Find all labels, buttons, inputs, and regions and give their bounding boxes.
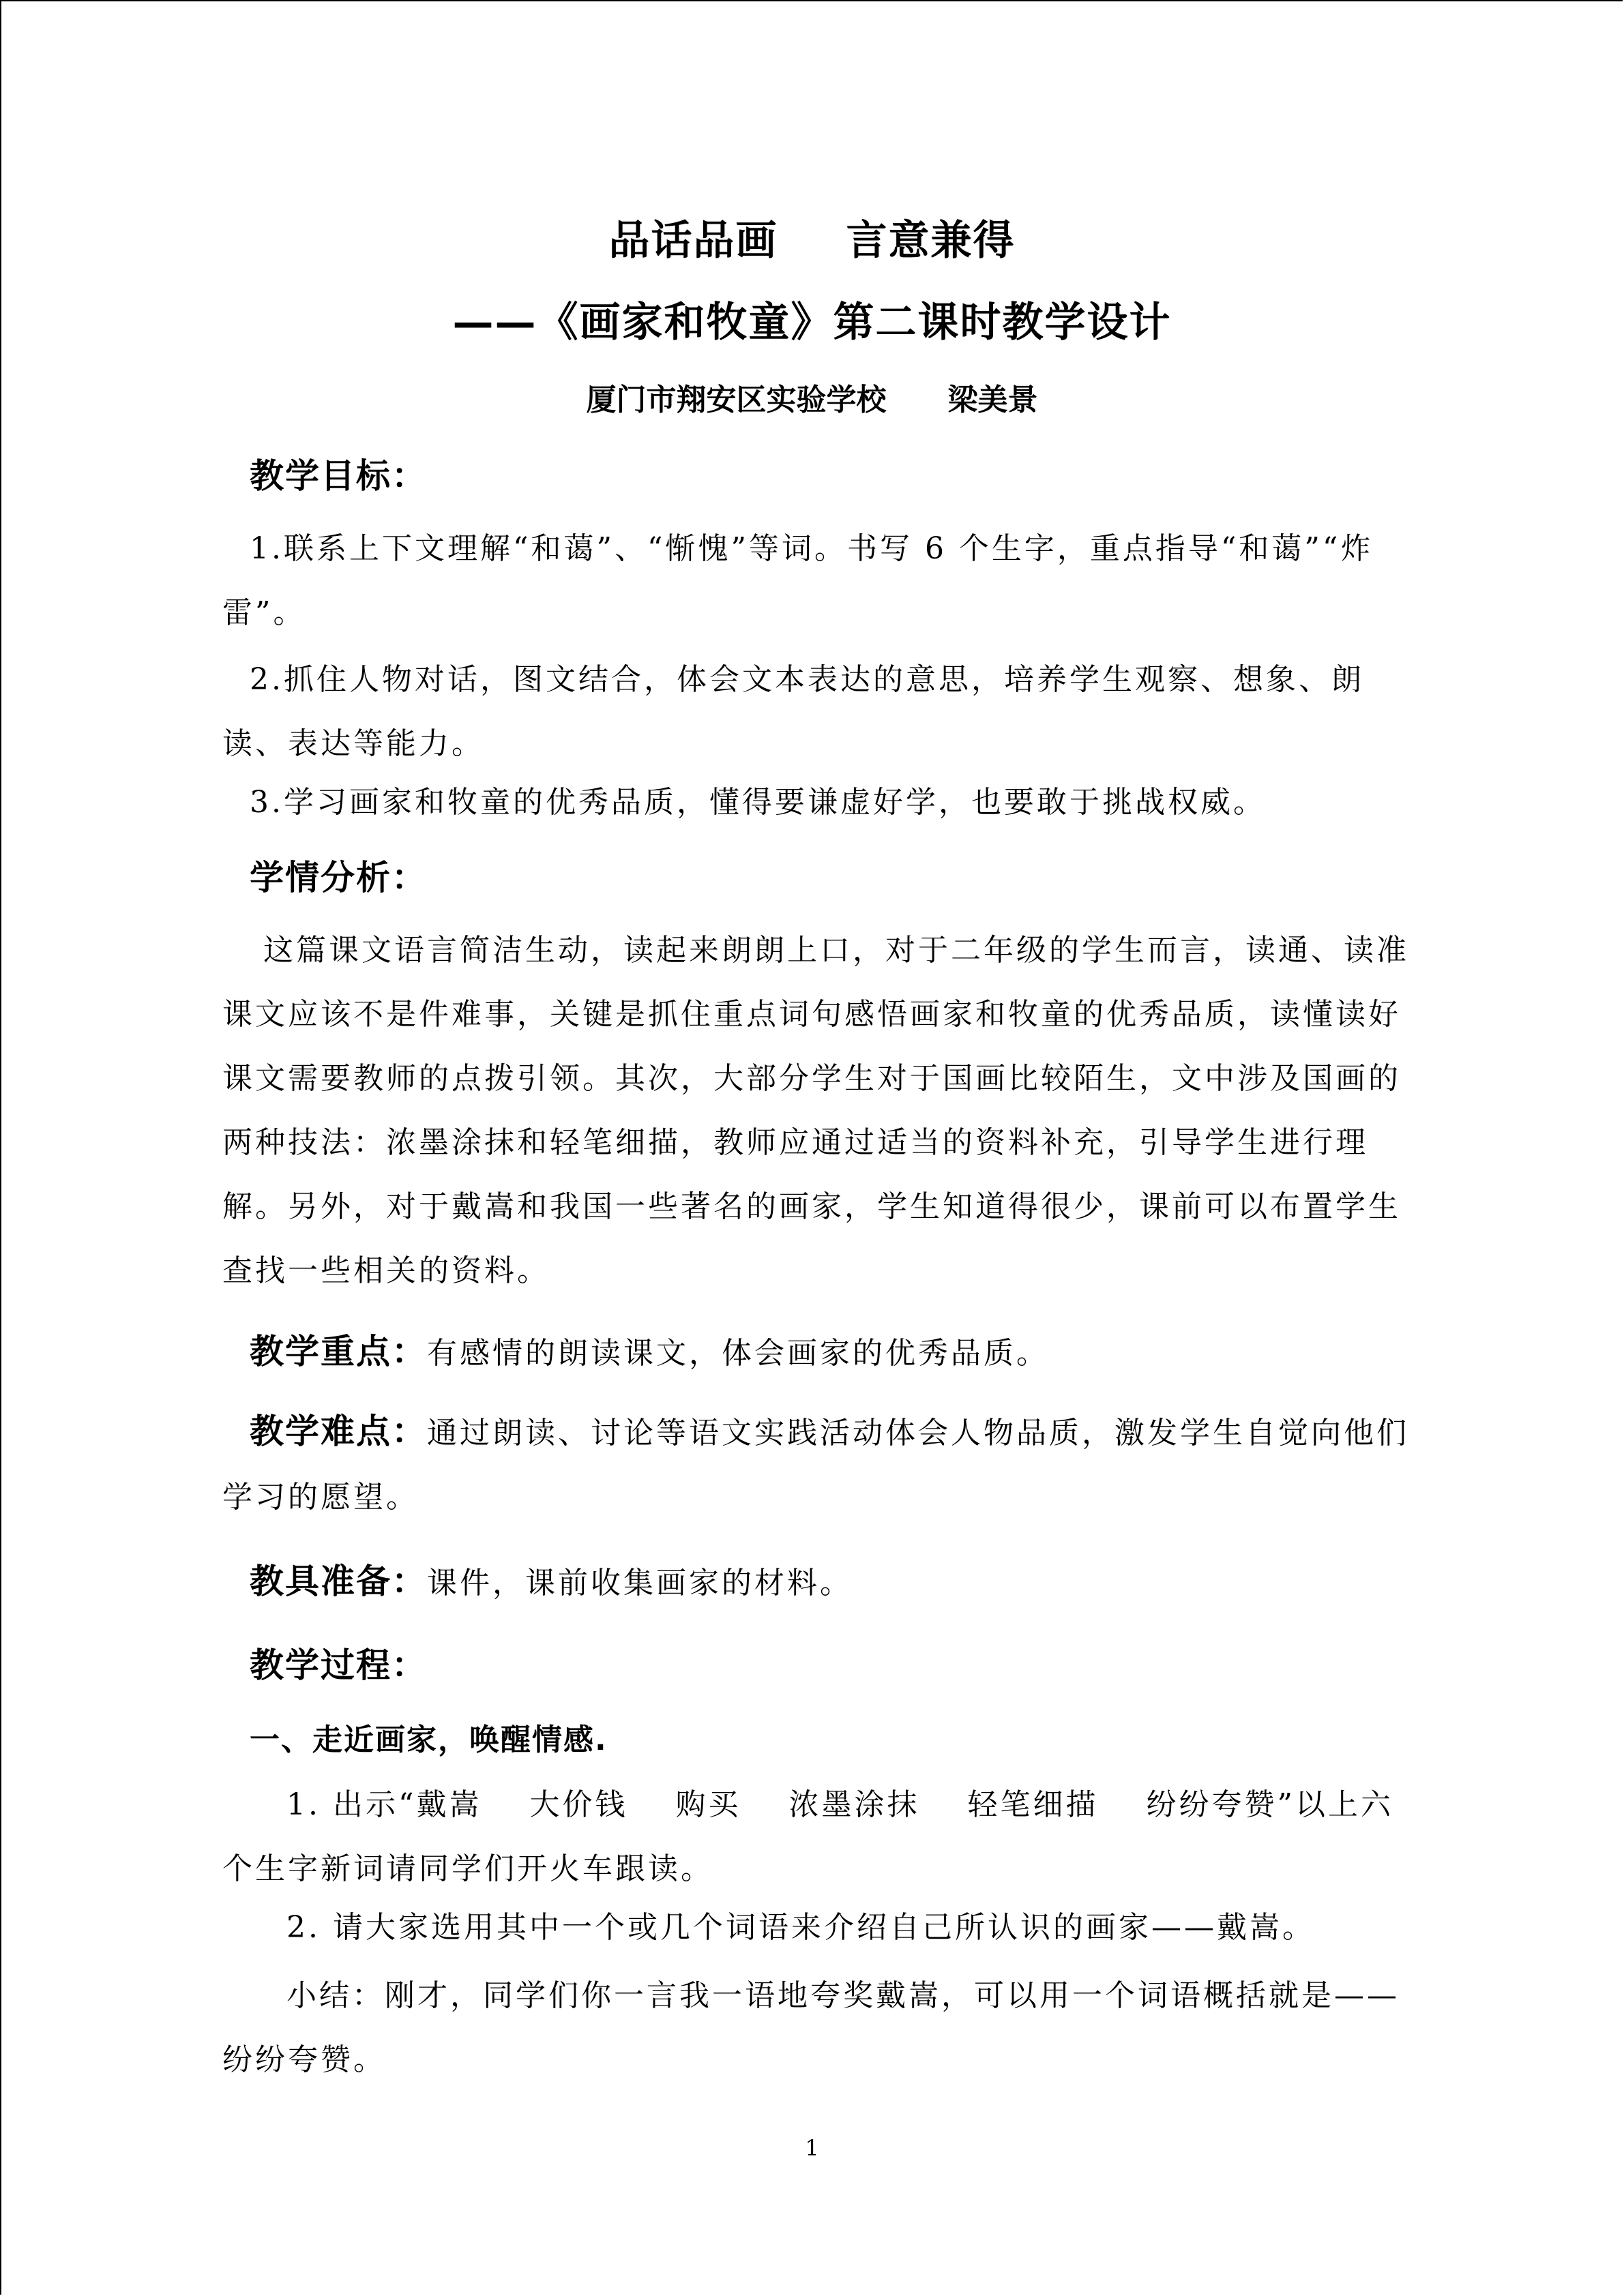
word-2: 大价钱 <box>529 1787 628 1822</box>
page-number: 1 <box>805 2135 819 2161</box>
analysis-text: 这篇课文语言简洁生动，读起来朗朗上口，对于二年级的学生而言，读通、读准课文应该不是件难事，关键是抓住重点词句感悟画家和牧童的优秀品质，读懂读好课文需要教师的点拨引领。其次，大部分学生对于国画比较陌生，文中涉及国画的两种技法：浓墨涂抹和轻笔细描，教师应通过适当的资料补充，引导学生进行理解。另外，对于戴嵩和我国一些著名的画家，学生知道得很少，课前可以布置学生查找一些相关的资料。 <box>222 933 1409 1288</box>
main-title <box>0 217 1624 265</box>
school-name: 厦门市翔安区实验学校 <box>586 383 887 417</box>
item-1-prefix: 1. 出示“ <box>286 1787 417 1822</box>
word-1: 戴嵩 <box>416 1787 482 1822</box>
step-1-title: 一、走近画家，唤醒情感. <box>250 1723 608 1757</box>
objective-2: 2.抓住人物对话，图文结合，体会文本表达的意思，培养学生观察、想象、朗读、表达等能力。 <box>222 662 1364 761</box>
objective-3: 3.学习画家和牧童的优秀品质，懂得要谦虚好学，也要敢于挑战权威。 <box>250 785 1266 820</box>
author-line <box>0 381 1624 419</box>
subtitle-text: 《画家和牧童》第二课时教学设计 <box>537 299 1172 346</box>
word-6: 纷纷夸赞 <box>1146 1787 1278 1822</box>
key-point-text: 有感情的朗读课文，体会画家的优秀品质。 <box>427 1336 1049 1371</box>
key-point <box>222 1320 1423 1386</box>
objectives-heading: 教学目标： <box>250 456 427 496</box>
subtitle <box>0 299 1624 346</box>
word-4: 浓墨涂抹 <box>788 1787 920 1822</box>
subtitle-dash: —— <box>452 299 537 346</box>
summary: 小结：刚才，同学们你一言我一语地夸奖戴嵩，可以用一个词语概括就是——纷纷夸赞。 <box>222 1978 1400 2077</box>
objective-1: 1.联系上下文理解“和蔼”、“惭愧”等词。书写 6 个生字，重点指导“和蔼”“炸雷”。 <box>222 531 1374 630</box>
difficulty-text: 通过朗读、讨论等语文实践活动体会人物品质，激发学生自觉向他们学习的愿望。 <box>222 1416 1409 1515</box>
title-part-1: 品话品画 <box>608 217 778 265</box>
analysis-heading: 学情分析： <box>250 858 427 897</box>
process-item-2: 2. 请大家选用其中一个或几个词语来介绍自己所认识的画家——戴嵩。 <box>286 1910 1315 1945</box>
key-point-label: 教学重点： <box>250 1332 427 1371</box>
word-3: 购买 <box>675 1787 741 1822</box>
process-heading: 教学过程： <box>250 1645 427 1685</box>
difficulty <box>222 1399 1423 1530</box>
preparation-label: 教具准备： <box>250 1562 427 1601</box>
preparation <box>222 1549 1423 1615</box>
word-5: 轻笔细描 <box>967 1787 1099 1822</box>
item-1-suffix: ”以上六个生字新词请同学们开火车跟读。 <box>222 1787 1393 1886</box>
author-name: 梁美景 <box>947 383 1038 417</box>
preparation-text: 课件，课前收集画家的材料。 <box>427 1566 853 1600</box>
difficulty-label: 教学难点： <box>250 1412 427 1451</box>
process-item-1 <box>222 1773 1423 1901</box>
title-part-2: 言意兼得 <box>846 217 1016 265</box>
